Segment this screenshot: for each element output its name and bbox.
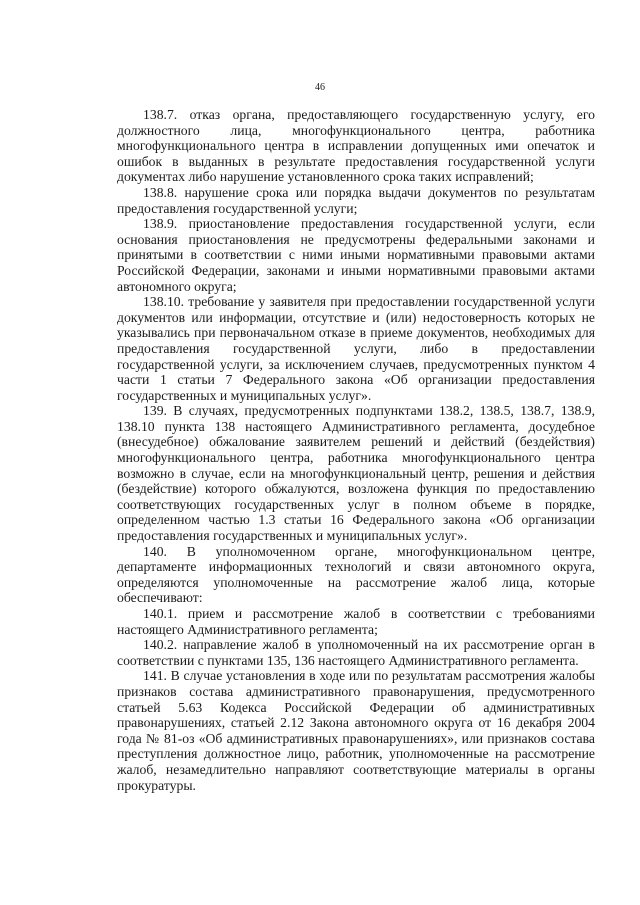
- paragraph-140: 140. В уполномоченном органе, многофункциональном центре, департаменте информационных технологий и связи автономного округа, определяются уполномоченные на рассмотрение жалоб лица, которые обеспечивают:: [117, 543, 595, 606]
- paragraph-141: 141. В случае установления в ходе или по результатам рассмотрения жалобы признаков состава административного правонарушения, предусмотренного статьей 5.63 Кодекса Российской Федерации об административных правонарушениях, статьей 2.12 Закона автономного округа от 16 декабря 2004 года № 81-оз «Об административных правонарушениях», или признаков состава преступления должностное лицо, работник, уполномоченные на рассмотрение жалоб, незамедлительно направляют соответствующие материалы в органы прокуратуры.: [117, 668, 595, 793]
- paragraph-138-10: 138.10. требование у заявителя при предоставлении государственной услуги документов или информации, отсутствие и (или) недостоверность которых не указывались при первоначальном отказе в приеме документов, необходимых для предоставления государственной услуги, либо в предоставлении государственной услуги, за исключением случаев, предусмотренных пунктом 4 части 1 статьи 7 Федерального закона «Об организации предоставления государственных и муниципальных услуг».: [117, 294, 595, 403]
- paragraph-139: 139. В случаях, предусмотренных подпунктами 138.2, 138.5, 138.7, 138.9, 138.10 пункта 138 настоящего Административного регламента, досудебное (внесудебное) обжалование заявителем решений и действий (бездействия) многофункционального центра, работника многофункционального центра возможно в случае, если на многофункциональный центр, решения и действия (бездействие) которого обжалуются, возложена функция по предоставлению соответствующих государственных услуг в полном объеме в порядке, определенном частью 1.3 статьи 16 Федерального закона «Об организации предоставления государственных и муниципальных услуг».: [117, 403, 595, 544]
- paragraph-140-2: 140.2. направление жалоб в уполномоченный на их рассмотрение орган в соответствии с пунктами 135, 136 настоящего Административного регламента.: [117, 637, 595, 668]
- paragraph-138-8: 138.8. нарушение срока или порядка выдачи документов по результатам предоставления государственной услуги;: [117, 184, 595, 216]
- paragraph-138-7: 138.7. отказ органа, предоставляющего государственную услугу, его должностного лица, многофункционального центра, работника многофункционального центра в исправлении допущенных ими опечаток и ошибок в выданных в результате предоставления государственной услуги документах либо нарушение установленного срока таких исправлений;: [117, 107, 595, 185]
- paragraph-140-1: 140.1. прием и рассмотрение жалоб в соответствии с требованиями настоящего Административного регламента;: [117, 606, 595, 637]
- paragraph-138-9: 138.9. приостановление предоставления государственной услуги, если основания приостановления не предусмотрены федеральными законами и принятыми в соответствии с ними иными нормативными правовыми актами Российской Федерации, законами и иными нормативными правовыми актами автономного округа;: [117, 216, 595, 294]
- document-body: [117, 107, 595, 793]
- page-number: 46: [315, 82, 325, 93]
